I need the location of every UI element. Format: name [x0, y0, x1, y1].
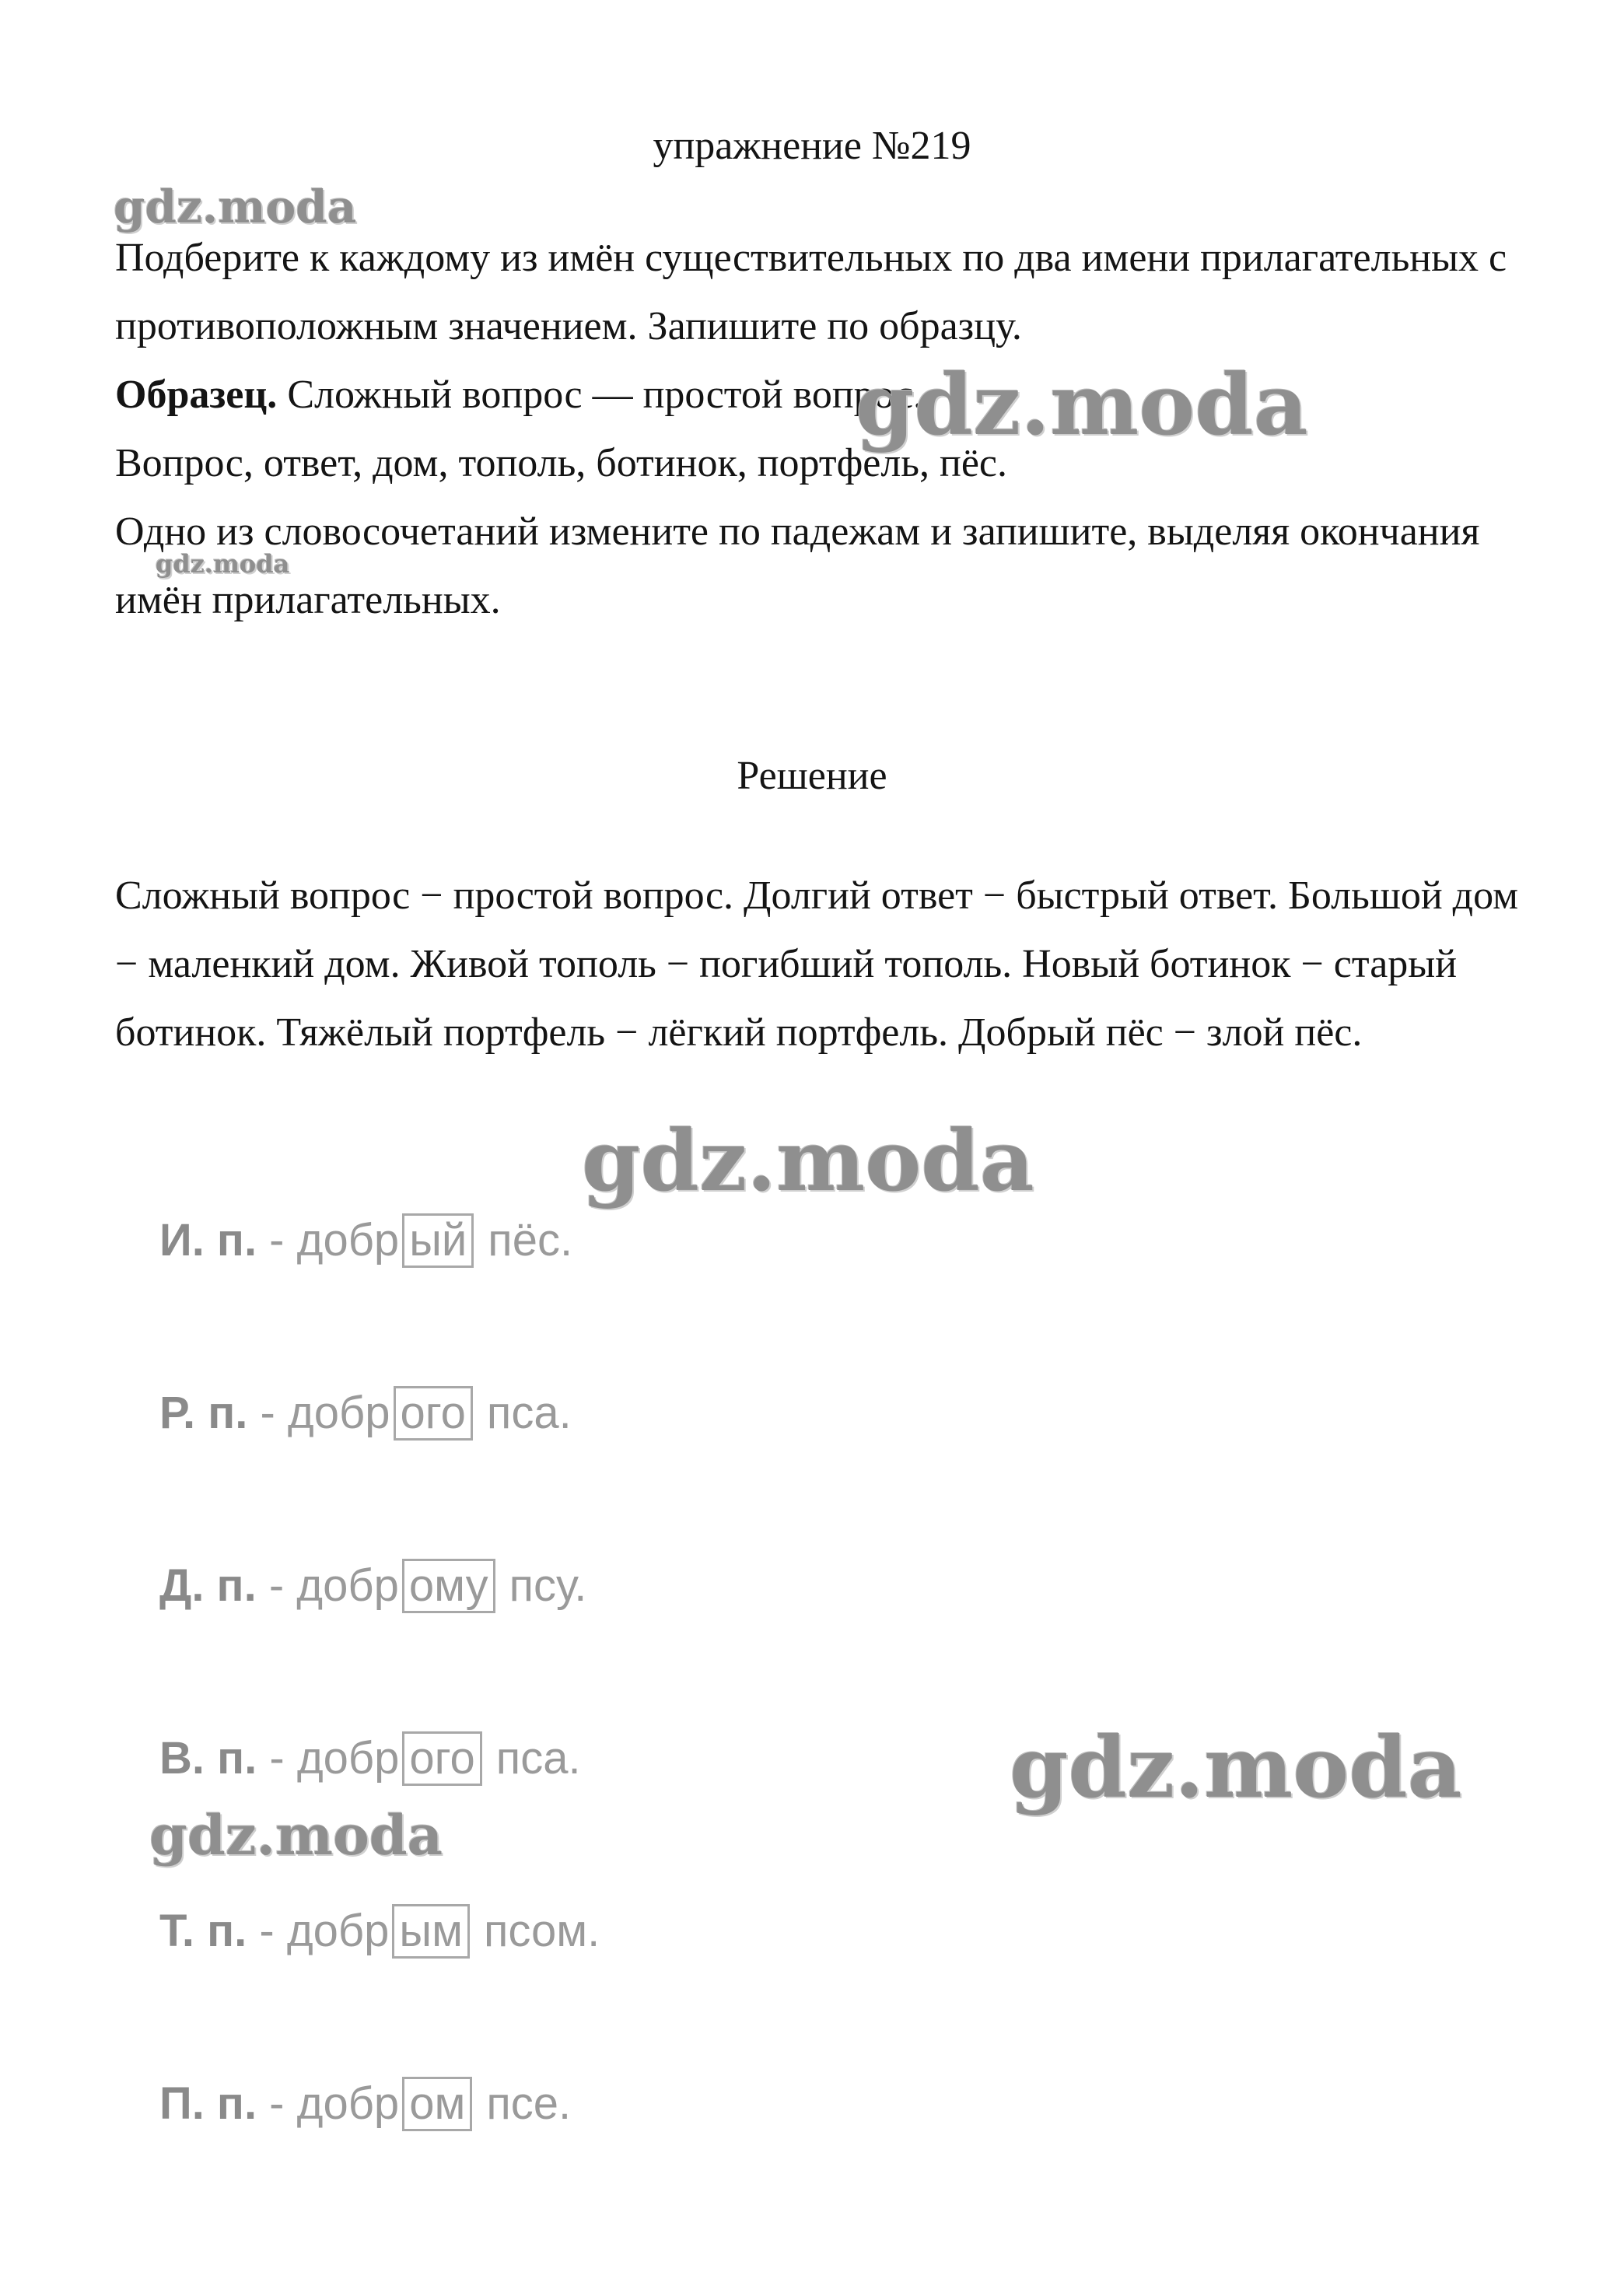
- case-row-dative: [159, 1559, 586, 1613]
- case-stem: добр: [286, 1906, 390, 1956]
- case-dash: -: [247, 1906, 287, 1956]
- solution-heading: Решение: [737, 754, 887, 798]
- case-dash: -: [257, 1215, 297, 1266]
- watermark: gdz.moda: [114, 180, 357, 233]
- case-row-prepositional: [159, 2077, 571, 2131]
- case-noun: пса.: [486, 1388, 572, 1438]
- task-instruction: Одно из словосочетаний измените по падежам и запишите, выделяя окончания имён прилагательных.: [115, 509, 1480, 622]
- case-stem: добр: [287, 1388, 390, 1438]
- case-abbr: Т. п.: [159, 1906, 247, 1956]
- case-noun: пёс.: [488, 1215, 573, 1266]
- case-row-genitive: [159, 1386, 572, 1441]
- case-abbr: И. п.: [159, 1215, 257, 1266]
- case-abbr: В. п.: [159, 1733, 257, 1784]
- case-noun: псом.: [483, 1906, 600, 1956]
- case-abbr: Р. п.: [159, 1388, 248, 1438]
- watermark: gdz.moda: [856, 356, 1308, 454]
- case-noun: псу.: [509, 1560, 587, 1611]
- watermark: gdz.moda: [1010, 1719, 1462, 1817]
- case-abbr: Д. п.: [159, 1560, 257, 1611]
- case-stem: добр: [296, 1560, 399, 1611]
- case-dash: -: [257, 2078, 297, 2129]
- case-ending-box: ый: [402, 1213, 474, 1268]
- case-stem: добр: [296, 1733, 400, 1784]
- case-row-accusative: [159, 1731, 581, 1786]
- case-noun: псе.: [486, 2078, 572, 2129]
- case-ending-box: ом: [402, 2077, 472, 2131]
- watermark: gdz.moda: [149, 1803, 443, 1868]
- case-ending-box: ому: [402, 1559, 495, 1613]
- sample-text: Сложный вопрос — простой вопрос.: [277, 373, 924, 417]
- case-dash: -: [256, 1560, 297, 1611]
- case-dash: -: [257, 1733, 297, 1784]
- case-ending-box: ого: [402, 1731, 481, 1786]
- watermark: gdz.moda: [156, 549, 290, 579]
- answer-text: Сложный вопрос − простой вопрос. Долгий ответ − быстрый ответ. Большой дом − маленкий дом. Живой тополь − погибший тополь. Новый ботинок − старый ботинок. Тяжёлый портфель − лёгкий портфель. Добрый пёс − злой пёс.: [115, 873, 1519, 1055]
- case-row-nominative: [159, 1213, 572, 1268]
- case-dash: -: [247, 1388, 288, 1438]
- watermark: gdz.moda: [582, 1112, 1034, 1210]
- sample-label: Образец.: [115, 373, 278, 417]
- task-sample: [115, 361, 1531, 429]
- case-abbr: П. п.: [159, 2078, 257, 2129]
- exercise-title: упражнение №219: [653, 124, 971, 168]
- case-row-instrumental: [159, 1904, 600, 1959]
- case-ending-box: ого: [394, 1386, 473, 1441]
- case-noun: пса.: [495, 1733, 581, 1784]
- case-stem: добр: [296, 2078, 400, 2129]
- task-words: Вопрос, ответ, дом, тополь, ботинок, портфель, пёс.: [115, 441, 1007, 485]
- case-ending-box: ым: [392, 1904, 470, 1959]
- task-text: [115, 224, 1531, 635]
- task-line1: Подберите к каждому из имён существительных по два имени прилагательных с противоположным значением. Запишите по образцу.: [115, 236, 1507, 348]
- case-stem: добр: [296, 1215, 400, 1266]
